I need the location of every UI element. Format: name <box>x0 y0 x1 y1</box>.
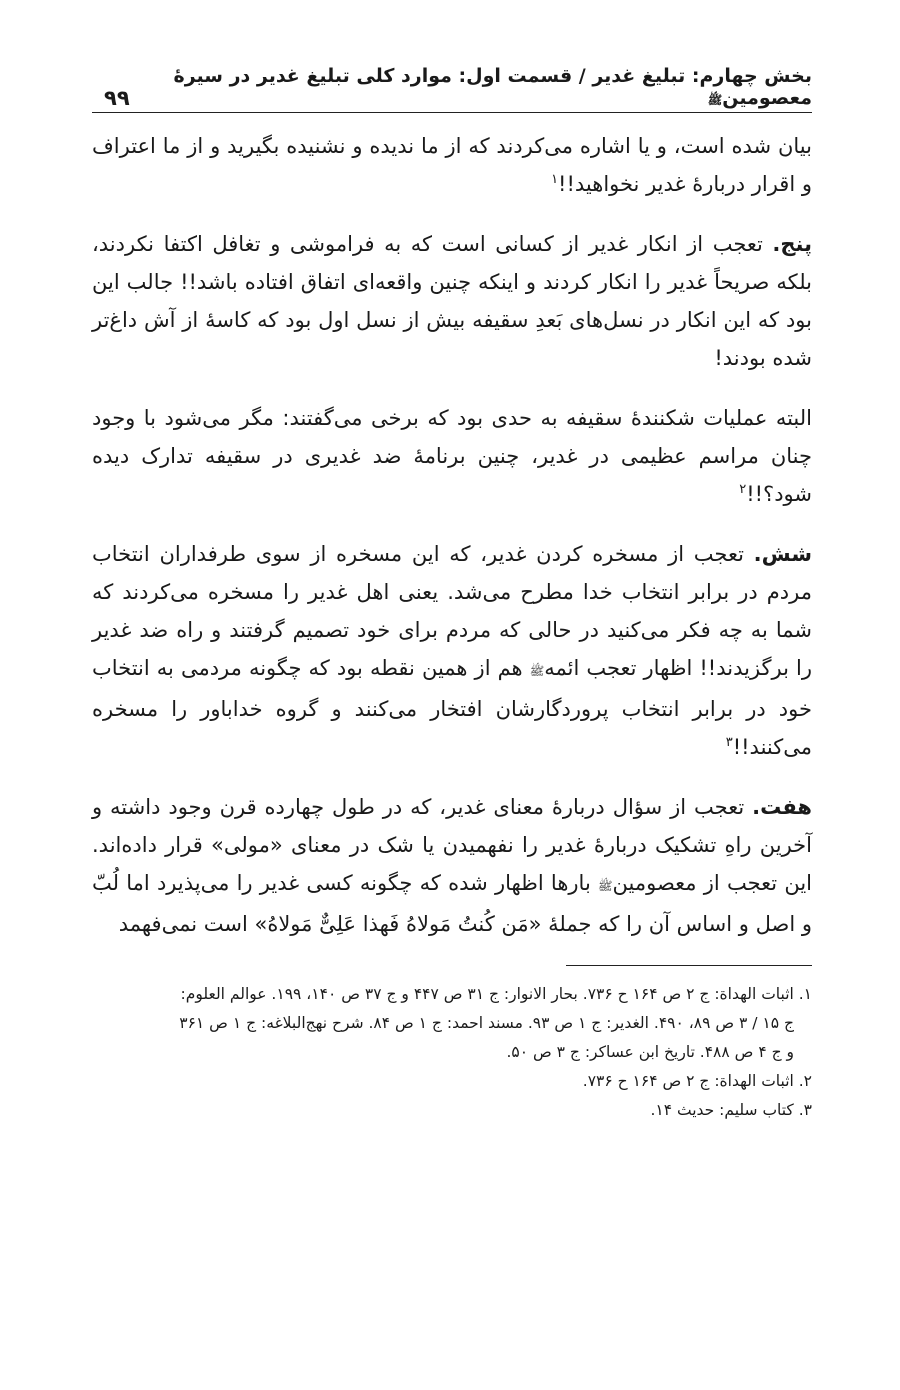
footnote-2: ۲. اثبات الهداة: ج ۲ ص ۱۶۴ ح ۷۳۶. <box>582 1072 812 1090</box>
footnote-divider <box>566 965 812 966</box>
paragraph-text: هم از همین نقطه بود که چگونه مردمی به انتخاب خود در برابر انتخاب پروردگارشان افتخار می‌کنند و گروه خداباور را مسخره می‌کنند!! <box>92 656 812 759</box>
footnote-1-continuation: و ج ۴ ص ۴۸۸. تاریخ ابن عساکر: ج ۳ ص ۵۰. <box>506 1043 794 1061</box>
paragraph-text: بارها اظهار شده که چگونه کسی غدیر را می‌پذیرد اما لُبّ و اصل و اساس آن را که جملهٔ «مَن کُنتُ مَولاهُ فَهذا عَلِیٌّ مَولاهُ» است نمی‌فهمد <box>92 871 812 936</box>
paragraph-text: بیان شده است، و یا اشاره می‌کردند که از ما ندیده و نشنیده بگیرید و از ما اعتراف و اقرار دربارهٔ غدیر نخواهید!! <box>92 134 812 196</box>
footnote-3: ۳. کتاب سلیم: حدیث ۱۴. <box>650 1101 812 1119</box>
honorific-symbol: ﷺ <box>598 879 613 893</box>
paragraph-lead-six: شش. <box>753 542 812 566</box>
honorific-symbol: ﷺ <box>707 93 723 107</box>
header-title-text: بخش چهارم: تبلیغ غدیر / قسمت اول: موارد کلی تبلیغ غدیر در سیرهٔ معصومین <box>173 65 812 109</box>
book-page <box>92 65 812 1125</box>
footnote-1: ۱. اثبات الهداة: ج ۲ ص ۱۶۴ ح ۷۳۶. بحار الانوار: ج ۳۱ ص ۴۴۷ و ج ۳۷ ص ۱۴۰، ۱۹۹. عوالم العلوم: <box>180 985 812 1003</box>
footnote-ref-2: ۲ <box>739 482 747 497</box>
page-number: ۹۹ <box>104 86 130 110</box>
paragraph-five <box>92 225 812 377</box>
paragraph-six <box>92 535 812 766</box>
body-text <box>92 127 812 943</box>
header-title <box>130 65 812 110</box>
paragraph-text: تعجب از سؤال دربارهٔ معنای غدیر، که در طول چهارده قرن وجود داشته و آخرین راهِ تشکیک دربارهٔ غدیر را نفهمیدن یا شک در معنای «مولی» قرار داده‌اند. این تعجب از معصومین <box>92 795 812 895</box>
running-header <box>92 65 812 113</box>
paragraph-1 <box>92 127 812 203</box>
paragraph-text: البته عملیات شکنندهٔ سقیفه به حدی بود که برخی می‌گفتند: مگر می‌شود با وجود چنان مراسم عظیمی در غدیر، چنین برنامهٔ ضد غدیری در سقیفه تدارک دیده شود؟!! <box>92 406 812 506</box>
honorific-symbol: ﷺ <box>529 664 545 678</box>
footnote-ref-3: ۳ <box>725 735 733 750</box>
footnotes <box>92 980 812 1125</box>
paragraph-saqifa <box>92 399 812 513</box>
paragraph-seven <box>92 788 812 943</box>
paragraph-lead-five: پنج. <box>772 232 812 256</box>
paragraph-lead-seven: هفت. <box>752 795 812 819</box>
paragraph-text: تعجب از انکار غدیر از کسانی است که به فراموشی و تغافل اکتفا نکردند، بلکه صریحاً غدیر را انکار کردند و اینکه چنین واقعه‌ای اتفاق افتاده باشد!! جالب این بود که این انکار در نسل‌های بَعدِ سقیفه بیش از نسل اول بود که کاسهٔ از آش داغ‌تر شده بودند! <box>92 232 812 370</box>
footnote-ref-1: ۱ <box>551 172 559 187</box>
footnote-1-continuation: ج ۱۵ / ۳ ص ۸۹، ۴۹۰. الغدیر: ج ۱ ص ۹۳. مسند احمد: ج ۱ ص ۸۴. شرح نهج‌البلاغه: ج ۱ ص ۳۶۱ <box>179 1014 794 1032</box>
paragraph-text: تعجب از مسخره کردن غدیر، که این مسخره از سوی طرفداران انتخاب مردم در برابر انتخاب خدا مطرح می‌شد. یعنی اهل غدیر را مسخره می‌کردند که شما به چه فکر می‌کنید در حالی که مردم برای خود تصمیم گرفتند و راه ضد غدیر را برگزیدند!! اظهار تعجب ائمه <box>92 542 812 680</box>
